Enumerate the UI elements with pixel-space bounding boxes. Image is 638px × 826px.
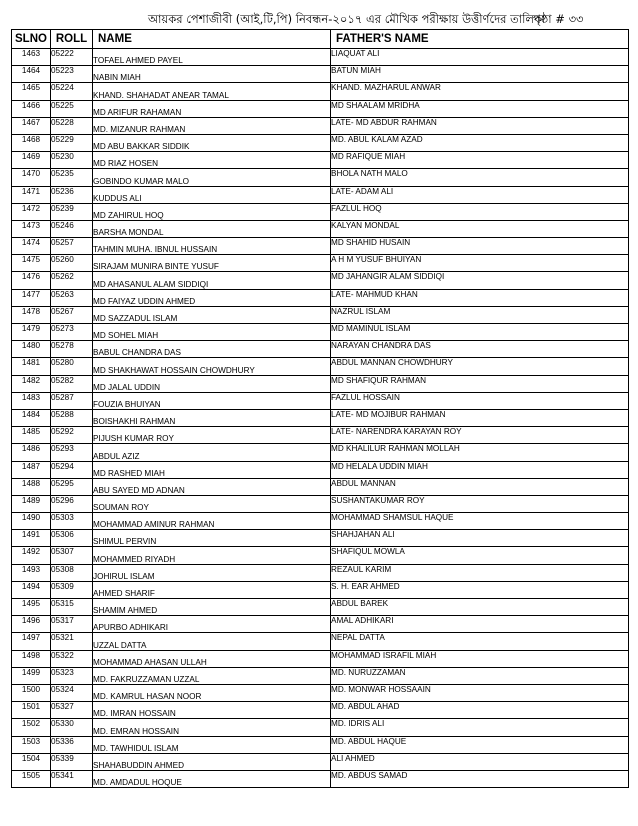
cell-name: ABDUL AZIZ [93, 444, 331, 461]
cell-fathers-name: FAZLUL HOSSAIN [331, 392, 629, 409]
cell-roll: 05336 [51, 736, 93, 753]
cell-fathers-name: NAZRUL ISLAM [331, 306, 629, 323]
cell-roll: 05228 [51, 117, 93, 134]
cell-roll: 05223 [51, 66, 93, 83]
table-row [12, 667, 629, 684]
table-row [12, 117, 629, 134]
cell-name: MD RASHED MIAH [93, 461, 331, 478]
cell-fathers-name: SHAFIQUL MOWLA [331, 547, 629, 564]
column-header-roll: ROLL [51, 30, 93, 49]
cell-slno: 1470 [12, 169, 51, 186]
cell-name: MD. FAKRUZZAMAN UZZAL [93, 667, 331, 684]
cell-roll: 05296 [51, 495, 93, 512]
table-row [12, 427, 629, 444]
cell-name: SHIMUL PERVIN [93, 530, 331, 547]
table-row [12, 599, 629, 616]
cell-slno: 1468 [12, 134, 51, 151]
cell-slno: 1489 [12, 495, 51, 512]
cell-roll: 05341 [51, 770, 93, 787]
cell-roll: 05303 [51, 513, 93, 530]
cell-name: NABIN MIAH [93, 66, 331, 83]
cell-name: MD ZAHIRUL HOQ [93, 203, 331, 220]
cell-name: MD RIAZ HOSEN [93, 152, 331, 169]
cell-slno: 1498 [12, 650, 51, 667]
cell-name: MOHAMMAD AMINUR RAHMAN [93, 513, 331, 530]
cell-fathers-name: BATUN MIAH [331, 66, 629, 83]
cell-slno: 1469 [12, 152, 51, 169]
cell-roll: 05225 [51, 100, 93, 117]
cell-slno: 1491 [12, 530, 51, 547]
cell-fathers-name: LATE- MD MOJIBUR RAHMAN [331, 409, 629, 426]
cell-slno: 1481 [12, 358, 51, 375]
cell-fathers-name: LATE- NARENDRA KARAYAN ROY [331, 427, 629, 444]
cell-slno: 1504 [12, 753, 51, 770]
cell-fathers-name: ABDUL MANNAN [331, 478, 629, 495]
cell-roll: 05263 [51, 289, 93, 306]
cell-slno: 1505 [12, 770, 51, 787]
cell-roll: 05306 [51, 530, 93, 547]
cell-slno: 1467 [12, 117, 51, 134]
table-row [12, 152, 629, 169]
cell-name: SOUMAN ROY [93, 495, 331, 512]
table-row [12, 513, 629, 530]
table-row [12, 650, 629, 667]
cell-fathers-name: MD. ABUL KALAM AZAD [331, 134, 629, 151]
cell-roll: 05239 [51, 203, 93, 220]
table-row [12, 547, 629, 564]
cell-roll: 05308 [51, 564, 93, 581]
cell-roll: 05280 [51, 358, 93, 375]
cell-slno: 1493 [12, 564, 51, 581]
cell-roll: 05309 [51, 581, 93, 598]
cell-name: MD. IMRAN HOSSAIN [93, 702, 331, 719]
cell-slno: 1465 [12, 83, 51, 100]
table-row [12, 375, 629, 392]
cell-slno: 1502 [12, 719, 51, 736]
table-row [12, 83, 629, 100]
cell-fathers-name: ABDUL BAREK [331, 599, 629, 616]
cell-name: APURBO ADHIKARI [93, 616, 331, 633]
cell-fathers-name: MD KHALILUR RAHMAN MOLLAH [331, 444, 629, 461]
cell-name: BOISHAKHI RAHMAN [93, 409, 331, 426]
cell-roll: 05330 [51, 719, 93, 736]
cell-fathers-name: NARAYAN CHANDRA DAS [331, 341, 629, 358]
table-row [12, 169, 629, 186]
cell-fathers-name: MD RAFIQUE MIAH [331, 152, 629, 169]
table-row [12, 203, 629, 220]
cell-slno: 1495 [12, 599, 51, 616]
cell-slno: 1472 [12, 203, 51, 220]
cell-slno: 1485 [12, 427, 51, 444]
cell-name: PIJUSH KUMAR ROY [93, 427, 331, 444]
cell-name: MD ARIFUR RAHAMAN [93, 100, 331, 117]
table-row [12, 186, 629, 203]
table-row [12, 581, 629, 598]
cell-name: MD. TAWHIDUL ISLAM [93, 736, 331, 753]
cell-fathers-name: LIAQUAT ALI [331, 49, 629, 66]
cell-slno: 1480 [12, 341, 51, 358]
cell-roll: 05317 [51, 616, 93, 633]
cell-slno: 1484 [12, 409, 51, 426]
cell-name: MD ABU BAKKAR SIDDIK [93, 134, 331, 151]
table-row [12, 306, 629, 323]
cell-fathers-name: MD HELALA UDDIN MIAH [331, 461, 629, 478]
cell-roll: 05324 [51, 684, 93, 701]
cell-roll: 05323 [51, 667, 93, 684]
cell-fathers-name: LATE- ADAM ALI [331, 186, 629, 203]
table-row [12, 444, 629, 461]
cell-roll: 05288 [51, 409, 93, 426]
cell-slno: 1473 [12, 220, 51, 237]
cell-slno: 1479 [12, 324, 51, 341]
table-row [12, 478, 629, 495]
table-row [12, 392, 629, 409]
cell-name: TAHMIN MUHA. IBNUL HUSSAIN [93, 238, 331, 255]
cell-name: ABU SAYED MD ADNAN [93, 478, 331, 495]
cell-name: KUDDUS ALI [93, 186, 331, 203]
cell-roll: 05293 [51, 444, 93, 461]
cell-slno: 1464 [12, 66, 51, 83]
cell-fathers-name: ABDUL MANNAN CHOWDHURY [331, 358, 629, 375]
cell-roll: 05246 [51, 220, 93, 237]
table-row [12, 461, 629, 478]
cell-roll: 05294 [51, 461, 93, 478]
table-row [12, 134, 629, 151]
cell-name: MD FAIYAZ UDDIN AHMED [93, 289, 331, 306]
table-row [12, 272, 629, 289]
table-header-row [12, 30, 629, 49]
table-row [12, 324, 629, 341]
cell-roll: 05224 [51, 83, 93, 100]
cell-fathers-name: BHOLA NATH MALO [331, 169, 629, 186]
cell-name: MD. EMRAN HOSSAIN [93, 719, 331, 736]
cell-roll: 05307 [51, 547, 93, 564]
cell-fathers-name: MD. MONWAR HOSSAAIN [331, 684, 629, 701]
cell-roll: 05321 [51, 633, 93, 650]
cell-name: FOUZIA BHUIYAN [93, 392, 331, 409]
table-row [12, 530, 629, 547]
cell-slno: 1486 [12, 444, 51, 461]
table-body [12, 49, 629, 788]
cell-slno: 1478 [12, 306, 51, 323]
cell-name: MD. KAMRUL HASAN NOOR [93, 684, 331, 701]
cell-fathers-name: AMAL ADHIKARI [331, 616, 629, 633]
cell-name: MD SHAKHAWAT HOSSAIN CHOWDHURY [93, 358, 331, 375]
cell-roll: 05322 [51, 650, 93, 667]
cell-slno: 1497 [12, 633, 51, 650]
cell-name: KHAND. SHAHADAT ANEAR TAMAL [93, 83, 331, 100]
cell-fathers-name: MOHAMMAD SHAMSUL HAQUE [331, 513, 629, 530]
cell-name: MD SAZZADUL ISLAM [93, 306, 331, 323]
cell-slno: 1476 [12, 272, 51, 289]
cell-roll: 05273 [51, 324, 93, 341]
cell-fathers-name: MD JAHANGIR ALAM SIDDIQI [331, 272, 629, 289]
cell-roll: 05230 [51, 152, 93, 169]
table-row [12, 633, 629, 650]
cell-name: MOHAMMED RIYADH [93, 547, 331, 564]
cell-fathers-name: FAZLUL HOQ [331, 203, 629, 220]
table-row [12, 341, 629, 358]
cell-fathers-name: MD SHAALAM MRIDHA [331, 100, 629, 117]
cell-slno: 1501 [12, 702, 51, 719]
cell-slno: 1499 [12, 667, 51, 684]
cell-fathers-name: NEPAL DATTA [331, 633, 629, 650]
table-row [12, 702, 629, 719]
table-row [12, 719, 629, 736]
cell-roll: 05278 [51, 341, 93, 358]
cell-roll: 05282 [51, 375, 93, 392]
cell-name: MD. AMDADUL HOQUE [93, 770, 331, 787]
table-row [12, 289, 629, 306]
table-row [12, 770, 629, 787]
cell-name: SHAHABUDDIN AHMED [93, 753, 331, 770]
cell-slno: 1503 [12, 736, 51, 753]
cell-fathers-name: LATE- MAHMUD KHAN [331, 289, 629, 306]
cell-name: MD JALAL UDDIN [93, 375, 331, 392]
table-row [12, 49, 629, 66]
cell-fathers-name: REZAUL KARIM [331, 564, 629, 581]
cell-slno: 1466 [12, 100, 51, 117]
cell-fathers-name: SUSHANTAKUMAR ROY [331, 495, 629, 512]
table-row [12, 238, 629, 255]
cell-roll: 05287 [51, 392, 93, 409]
cell-fathers-name: SHAHJAHAN ALI [331, 530, 629, 547]
cell-roll: 05262 [51, 272, 93, 289]
cell-roll: 05229 [51, 134, 93, 151]
cell-fathers-name: A H M YUSUF BHUIYAN [331, 255, 629, 272]
cell-fathers-name: MD. ABDUS SAMAD [331, 770, 629, 787]
cell-fathers-name: MD. NURUZZAMAN [331, 667, 629, 684]
cell-name: TOFAEL AHMED PAYEL [93, 49, 331, 66]
cell-fathers-name: MD. ABDUL AHAD [331, 702, 629, 719]
cell-fathers-name: MD SHAFIQUR RAHMAN [331, 375, 629, 392]
table-row [12, 255, 629, 272]
cell-slno: 1496 [12, 616, 51, 633]
cell-slno: 1488 [12, 478, 51, 495]
cell-fathers-name: MD SHAHID HUSAIN [331, 238, 629, 255]
cell-fathers-name: KALYAN MONDAL [331, 220, 629, 237]
cell-roll: 05315 [51, 599, 93, 616]
cell-name: SIRAJAM MUNIRA BINTE YUSUF [93, 255, 331, 272]
table-row [12, 753, 629, 770]
cell-roll: 05235 [51, 169, 93, 186]
table-row [12, 736, 629, 753]
cell-fathers-name: LATE- MD ABDUR RAHMAN [331, 117, 629, 134]
cell-slno: 1494 [12, 581, 51, 598]
cell-name: UZZAL DATTA [93, 633, 331, 650]
cell-slno: 1492 [12, 547, 51, 564]
cell-name: MD. MIZANUR RAHMAN [93, 117, 331, 134]
table-row [12, 100, 629, 117]
table-row [12, 409, 629, 426]
cell-fathers-name: KHAND. MAZHARUL ANWAR [331, 83, 629, 100]
table-row [12, 220, 629, 237]
cell-roll: 05222 [51, 49, 93, 66]
cell-fathers-name: ALI AHMED [331, 753, 629, 770]
cell-slno: 1477 [12, 289, 51, 306]
cell-slno: 1471 [12, 186, 51, 203]
cell-roll: 05292 [51, 427, 93, 444]
cell-slno: 1483 [12, 392, 51, 409]
cell-fathers-name: MD MAMINUL ISLAM [331, 324, 629, 341]
cell-name: GOBINDO KUMAR MALO [93, 169, 331, 186]
cell-fathers-name: S. H. EAR AHMED [331, 581, 629, 598]
cell-fathers-name: MD. ABDUL HAQUE [331, 736, 629, 753]
cell-name: MOHAMMAD AHASAN ULLAH [93, 650, 331, 667]
column-header-slno: SLNO [12, 30, 51, 49]
cell-roll: 05295 [51, 478, 93, 495]
results-table [11, 29, 629, 788]
column-header-name: NAME [93, 30, 331, 49]
page-number: পৃষ্ঠা # ৩৩ [533, 12, 584, 26]
cell-name: BARSHA MONDAL [93, 220, 331, 237]
cell-slno: 1482 [12, 375, 51, 392]
table-row [12, 66, 629, 83]
cell-name: MD SOHEL MIAH [93, 324, 331, 341]
cell-roll: 05327 [51, 702, 93, 719]
cell-slno: 1463 [12, 49, 51, 66]
cell-roll: 05236 [51, 186, 93, 203]
cell-fathers-name: MD. IDRIS ALI [331, 719, 629, 736]
cell-slno: 1487 [12, 461, 51, 478]
cell-slno: 1500 [12, 684, 51, 701]
cell-slno: 1475 [12, 255, 51, 272]
cell-name: BABUL CHANDRA DAS [93, 341, 331, 358]
cell-name: JOHIRUL ISLAM [93, 564, 331, 581]
table-row [12, 684, 629, 701]
cell-name: AHMED SHARIF [93, 581, 331, 598]
cell-slno: 1490 [12, 513, 51, 530]
cell-name: SHAMIM AHMED [93, 599, 331, 616]
document-title: আয়কর পেশাজীবী (আই,টি,পি) নিবন্ধন-২০১৭ এর মৌখিক পরীক্ষায় উত্তীর্ণদের তালিকা [148, 12, 546, 26]
cell-roll: 05267 [51, 306, 93, 323]
cell-roll: 05339 [51, 753, 93, 770]
document-header [0, 7, 638, 29]
table-row [12, 564, 629, 581]
cell-fathers-name: MOHAMMAD ISRAFIL MIAH [331, 650, 629, 667]
table-row [12, 616, 629, 633]
table-row [12, 495, 629, 512]
cell-roll: 05257 [51, 238, 93, 255]
cell-roll: 05260 [51, 255, 93, 272]
table-row [12, 358, 629, 375]
cell-slno: 1474 [12, 238, 51, 255]
cell-name: MD AHASANUL ALAM SIDDIQI [93, 272, 331, 289]
column-header-fathers-name: FATHER'S NAME [331, 30, 629, 49]
